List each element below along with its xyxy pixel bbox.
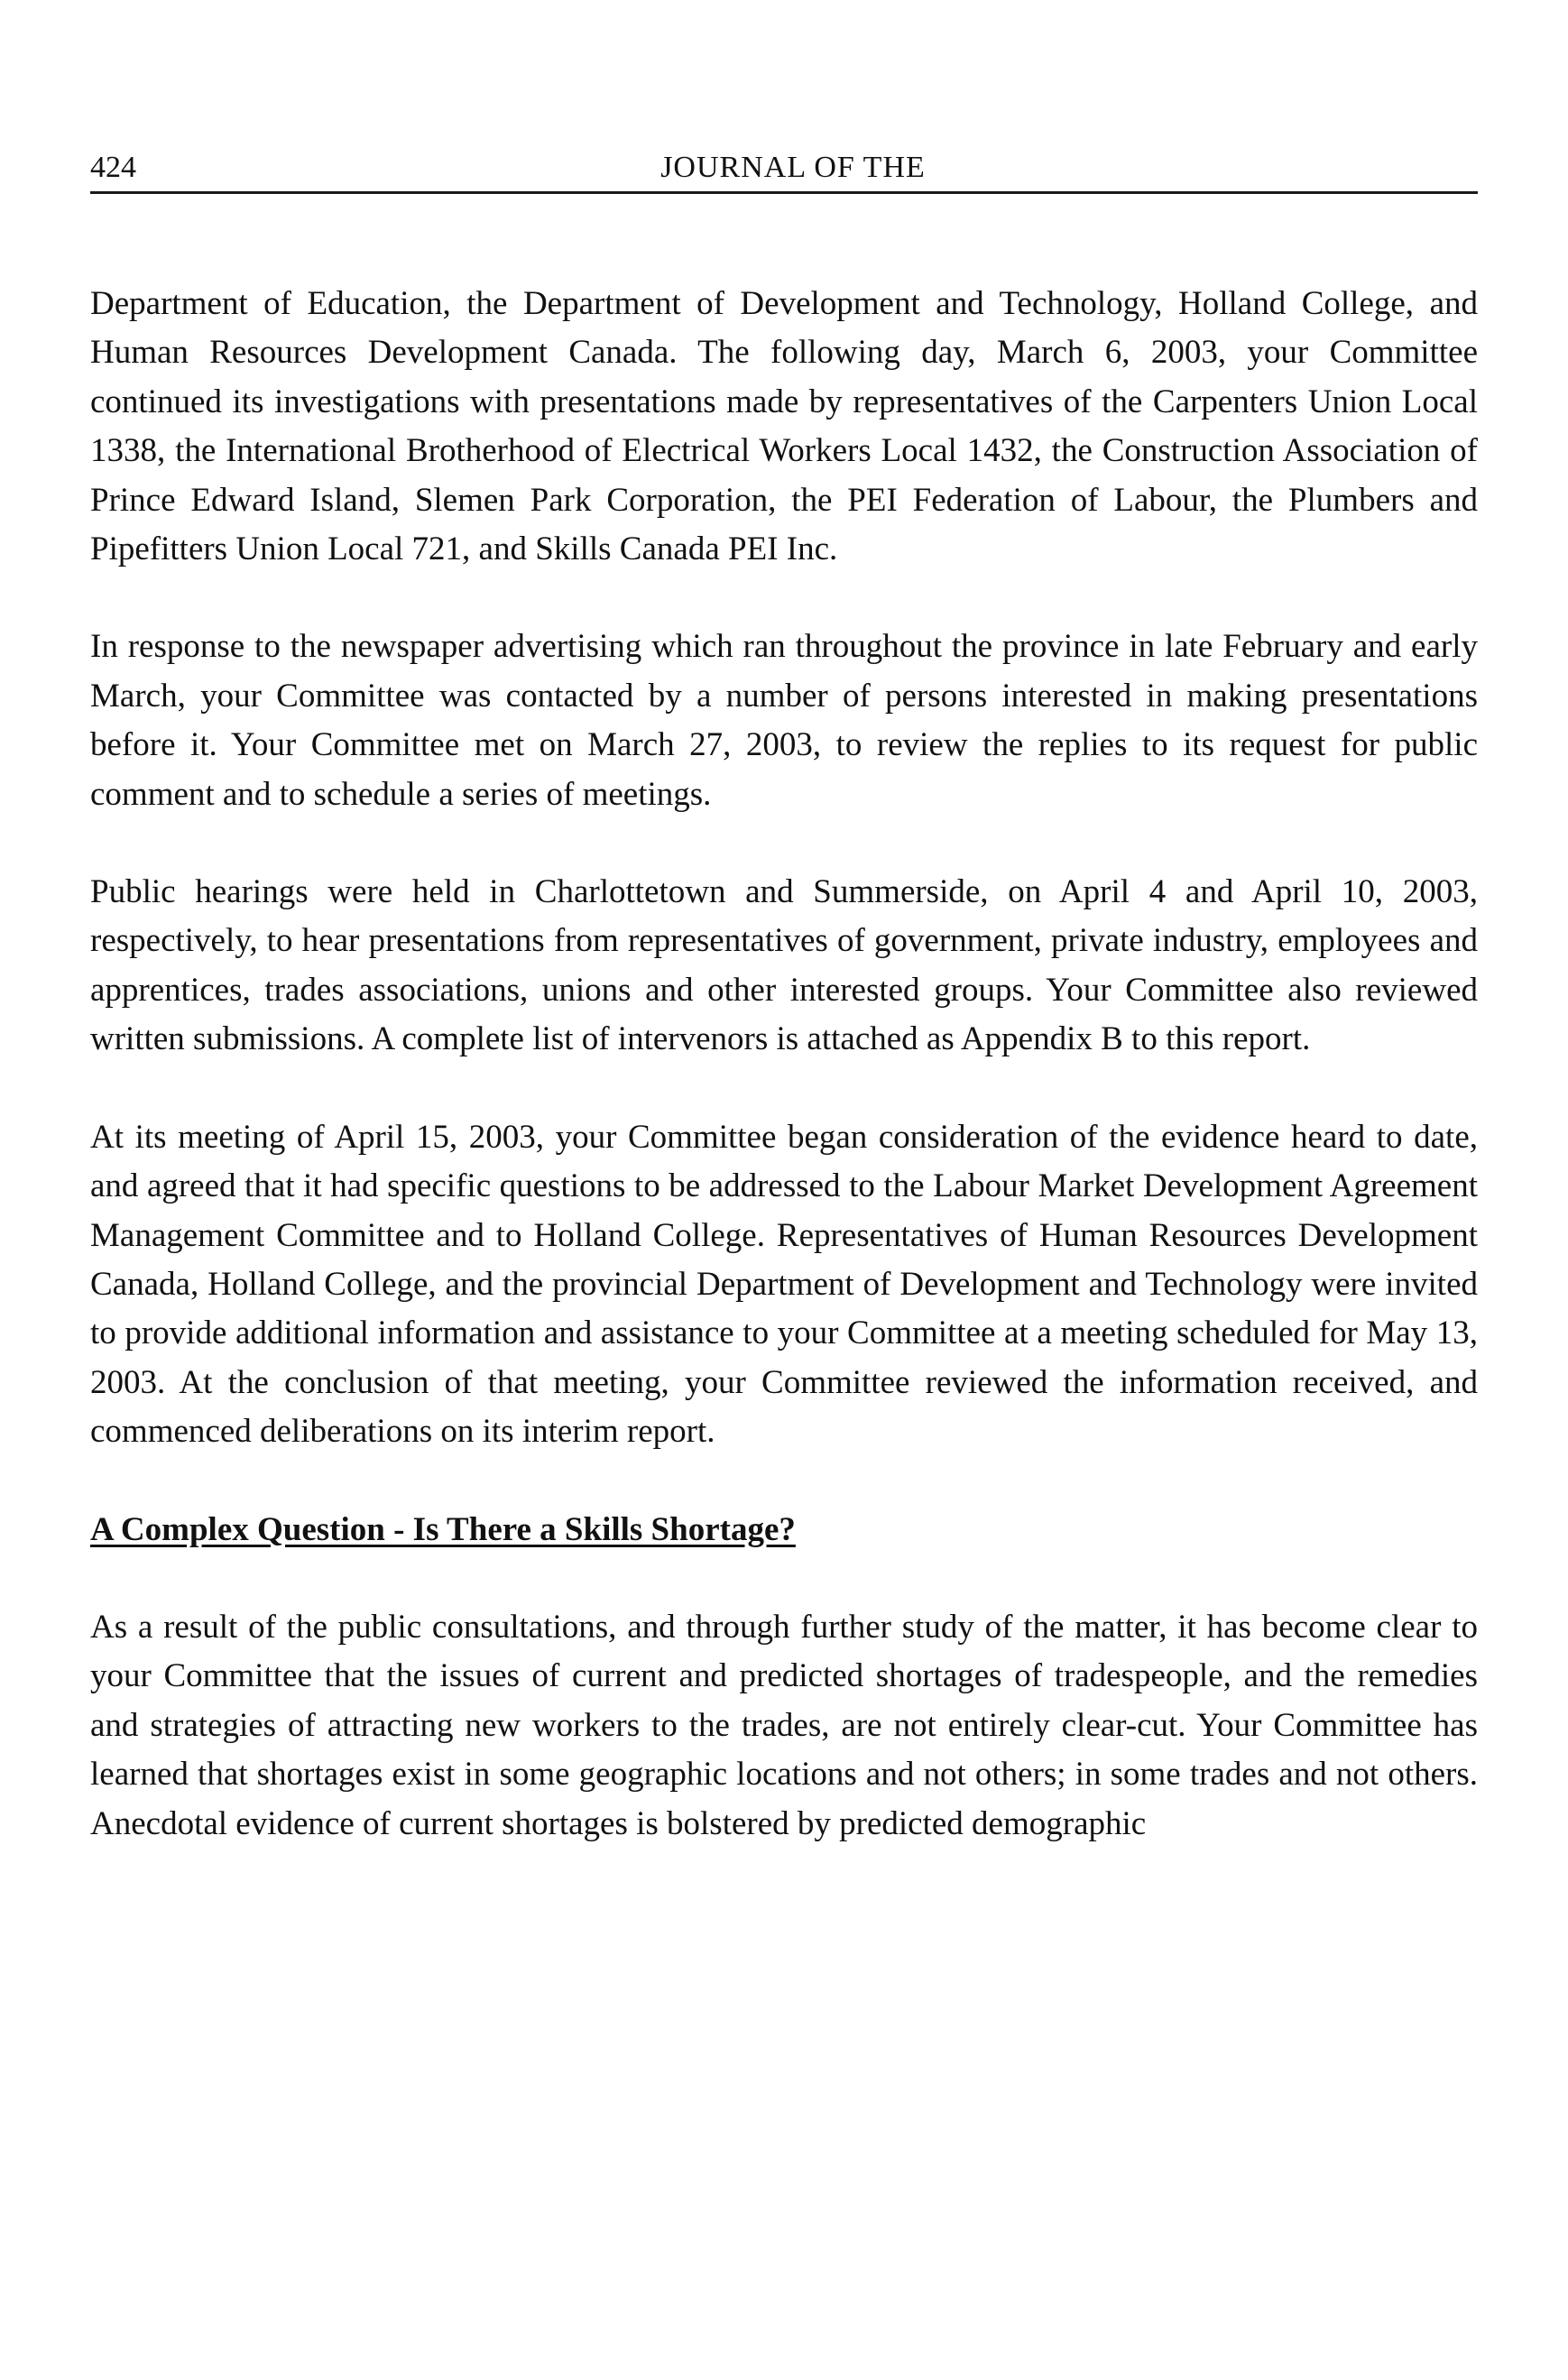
paragraph-advertising: In response to the newspaper advertising which ran throughout the province in late February and early March, your Committee was contacted by a number of persons interested in making presentations before it. Your Committee met on March 27, 2003, to review the replies to its request for public comment and to schedule a series of meetings.: [90, 628, 1478, 813]
paragraph-presentations: Department of Education, the Department of Development and Technology, Holland College, and Human Resources Development Canada. The following day, March 6, 2003, your Committee continued its investigations with presentations made by representatives of the Carpenters Union Local 1338, the International Brotherhood of Electrical Workers Local 1432, the Construction Association of Prince Edward Island, Slemen Park Corporation, the PEI Federation of Labour, the Plumbers and Pipefitters Union Local 721, and Skills Canada PEI Inc.: [90, 285, 1478, 568]
journal-title: JOURNAL OF THE: [660, 151, 926, 184]
page-number: 424: [90, 151, 136, 184]
paragraph-public-hearings: Public hearings were held in Charlottetown and Summerside, on April 4 and April 10, 2003, respectively, to hear presentations from representatives of government, private industry, employees and apprentices, trades associations, unions and other interested groups. Your Committee also reviewed written submissions. A complete list of intervenors is attached as Appendix B to this report.: [90, 873, 1478, 1058]
paragraph-skills-shortage: As a result of the public consultations, and through further study of the matter, it has become clear to your Committee that the issues of current and predicted shortages of tradespeople, and the remedies and strategies of attracting new workers to the trades, are not entirely clear-cut. Your Committee has learned that shortages exist in some geographic locations and not others; in some trades and not others. Anecdotal evidence of current shortages is bolstered by predicted demographic: [90, 1608, 1478, 1842]
body-text: [90, 280, 1478, 1849]
section-heading: A Complex Question - Is There a Skills Shortage?: [90, 1510, 796, 1548]
running-header: [90, 144, 1478, 194]
paragraph-april-meeting: At its meeting of April 15, 2003, your Committee began consideration of the evidence heard to date, and agreed that it had specific questions to be addressed to the Labour Market Development Agreement Management Committee and to Holland College. Representatives of Human Resources Development Canada, Holland College, and the provincial Department of Development and Technology were invited to provide additional information and assistance to your Committee at a meeting scheduled for May 13, 2003. At the conclusion of that meeting, your Committee reviewed the information received, and commenced deliberations on its interim report.: [90, 1118, 1478, 1451]
journal-page: [90, 144, 1478, 1897]
